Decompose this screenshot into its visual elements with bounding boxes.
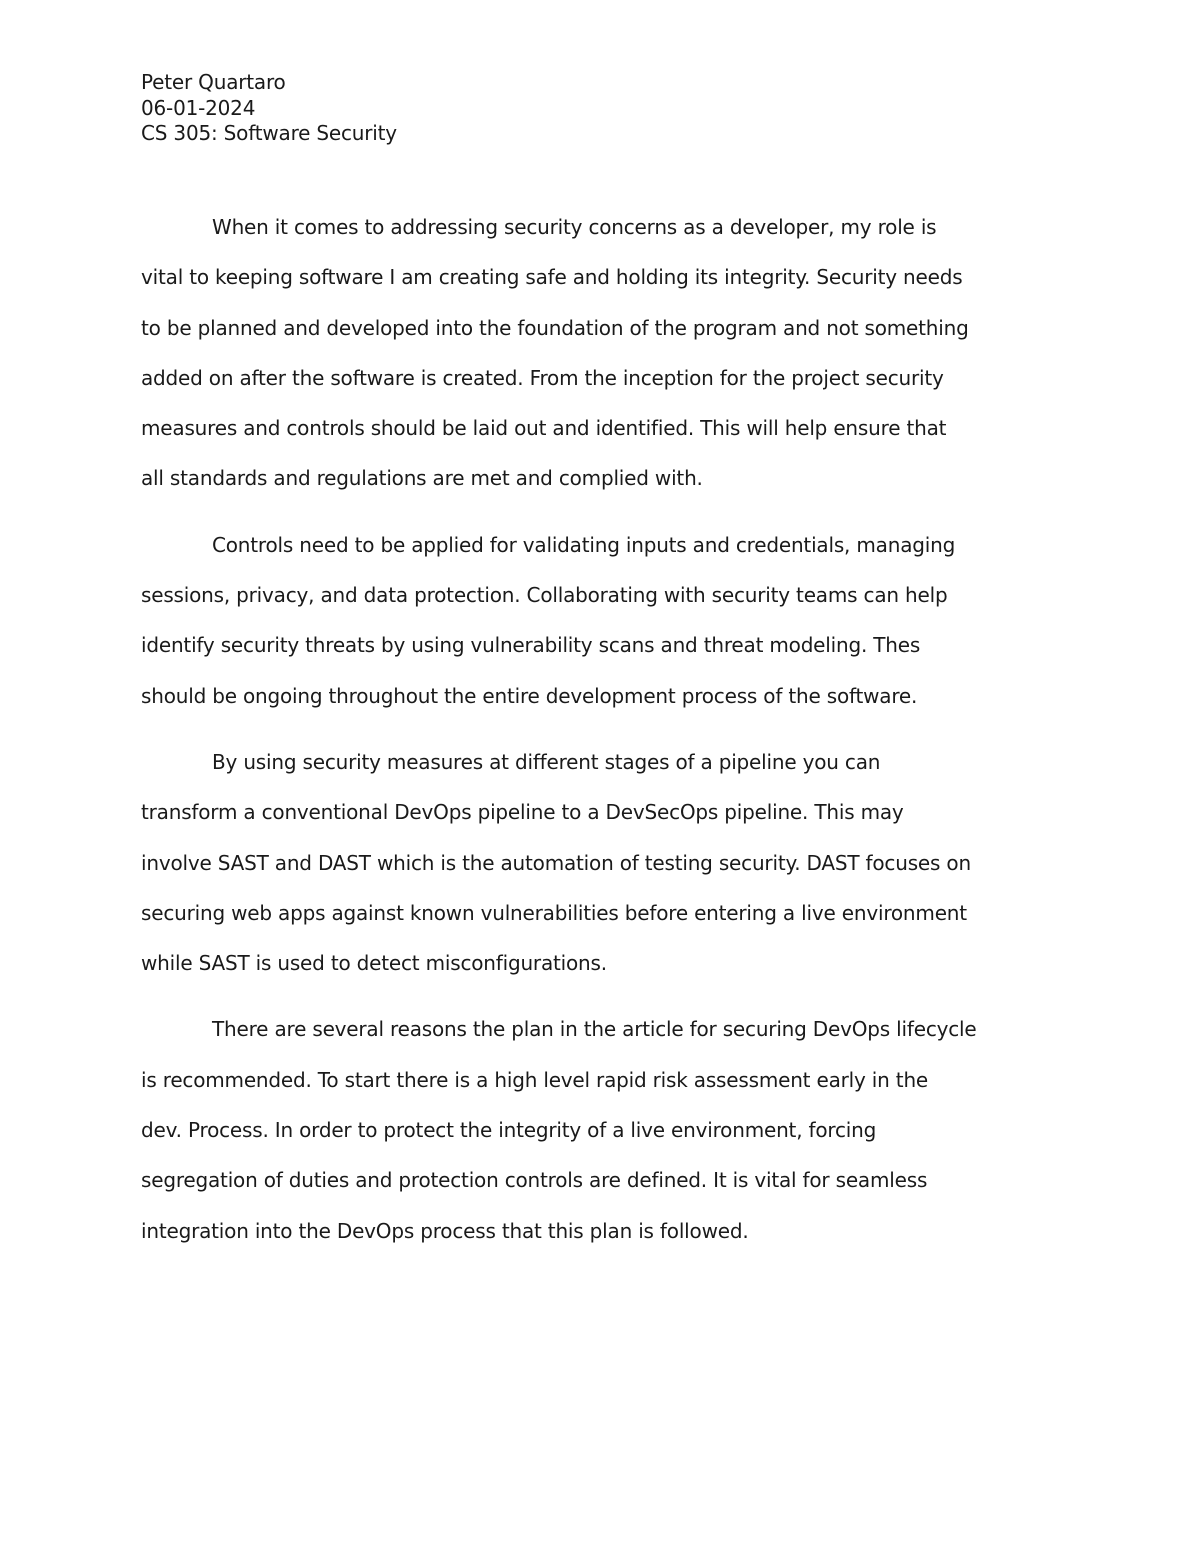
paragraph-1 — [141, 213, 1063, 515]
paragraph-line: measures and controls should be laid out and identified. This will help ensure that — [141, 416, 947, 441]
paragraph-line: Controls need to be applied for validating inputs and credentials, managing — [212, 532, 956, 557]
paragraph-line: dev. Process. In order to protect the integrity of a live environment, forcing — [141, 1118, 877, 1143]
course-title: CS 305: Software Security — [141, 121, 397, 145]
paragraph-line: while SAST is used to detect misconfigurations. — [141, 951, 607, 976]
paragraph-line: is recommended. To start there is a high level rapid risk assessment early in the — [141, 1067, 929, 1092]
paragraph-line: transform a conventional DevOps pipeline to a DevSecOps pipeline. This may — [141, 800, 904, 825]
paragraph-line: all standards and regulations are met and complied with. — [141, 466, 703, 491]
paragraph-line: sessions, privacy, and data protection. Collaborating with security teams can help — [141, 583, 948, 608]
paragraph-line: should be ongoing throughout the entire development process of the software. — [141, 683, 918, 708]
paragraph-line: integration into the DevOps process that this plan is followed. — [141, 1218, 749, 1243]
paragraph-line: By using security measures at different stages of a pipeline you can — [212, 749, 881, 774]
document-date: 06-01-2024 — [141, 95, 256, 120]
paragraph-2 — [141, 531, 1063, 732]
document-body — [141, 213, 1063, 1283]
paragraph-line: involve SAST and DAST which is the automation of testing security. DAST focuses on — [141, 850, 971, 875]
paragraph-line: identify security threats by using vulnerability scans and threat modeling. Thes — [141, 633, 921, 658]
author-name: Peter Quartaro — [141, 70, 286, 94]
paragraph-line: added on after the software is created. From the inception for the project security — [141, 365, 944, 390]
paragraph-line: to be planned and developed into the foundation of the program and not something — [141, 315, 969, 340]
paragraph-line: There are several reasons the plan in the article for securing DevOps lifecycle — [212, 1017, 977, 1042]
paragraph-line: securing web apps against known vulnerabilities before entering a live environment — [141, 900, 967, 925]
paragraph-4 — [141, 1015, 1063, 1266]
paragraph-3 — [141, 748, 1063, 999]
paragraph-line: segregation of duties and protection controls are defined. It is vital for seamless — [141, 1168, 928, 1193]
document-header — [141, 70, 397, 147]
paragraph-line: vital to keeping software I am creating safe and holding its integrity. Security needs — [141, 265, 963, 290]
paragraph-line: When it comes to addressing security concerns as a developer, my role is — [212, 215, 937, 239]
